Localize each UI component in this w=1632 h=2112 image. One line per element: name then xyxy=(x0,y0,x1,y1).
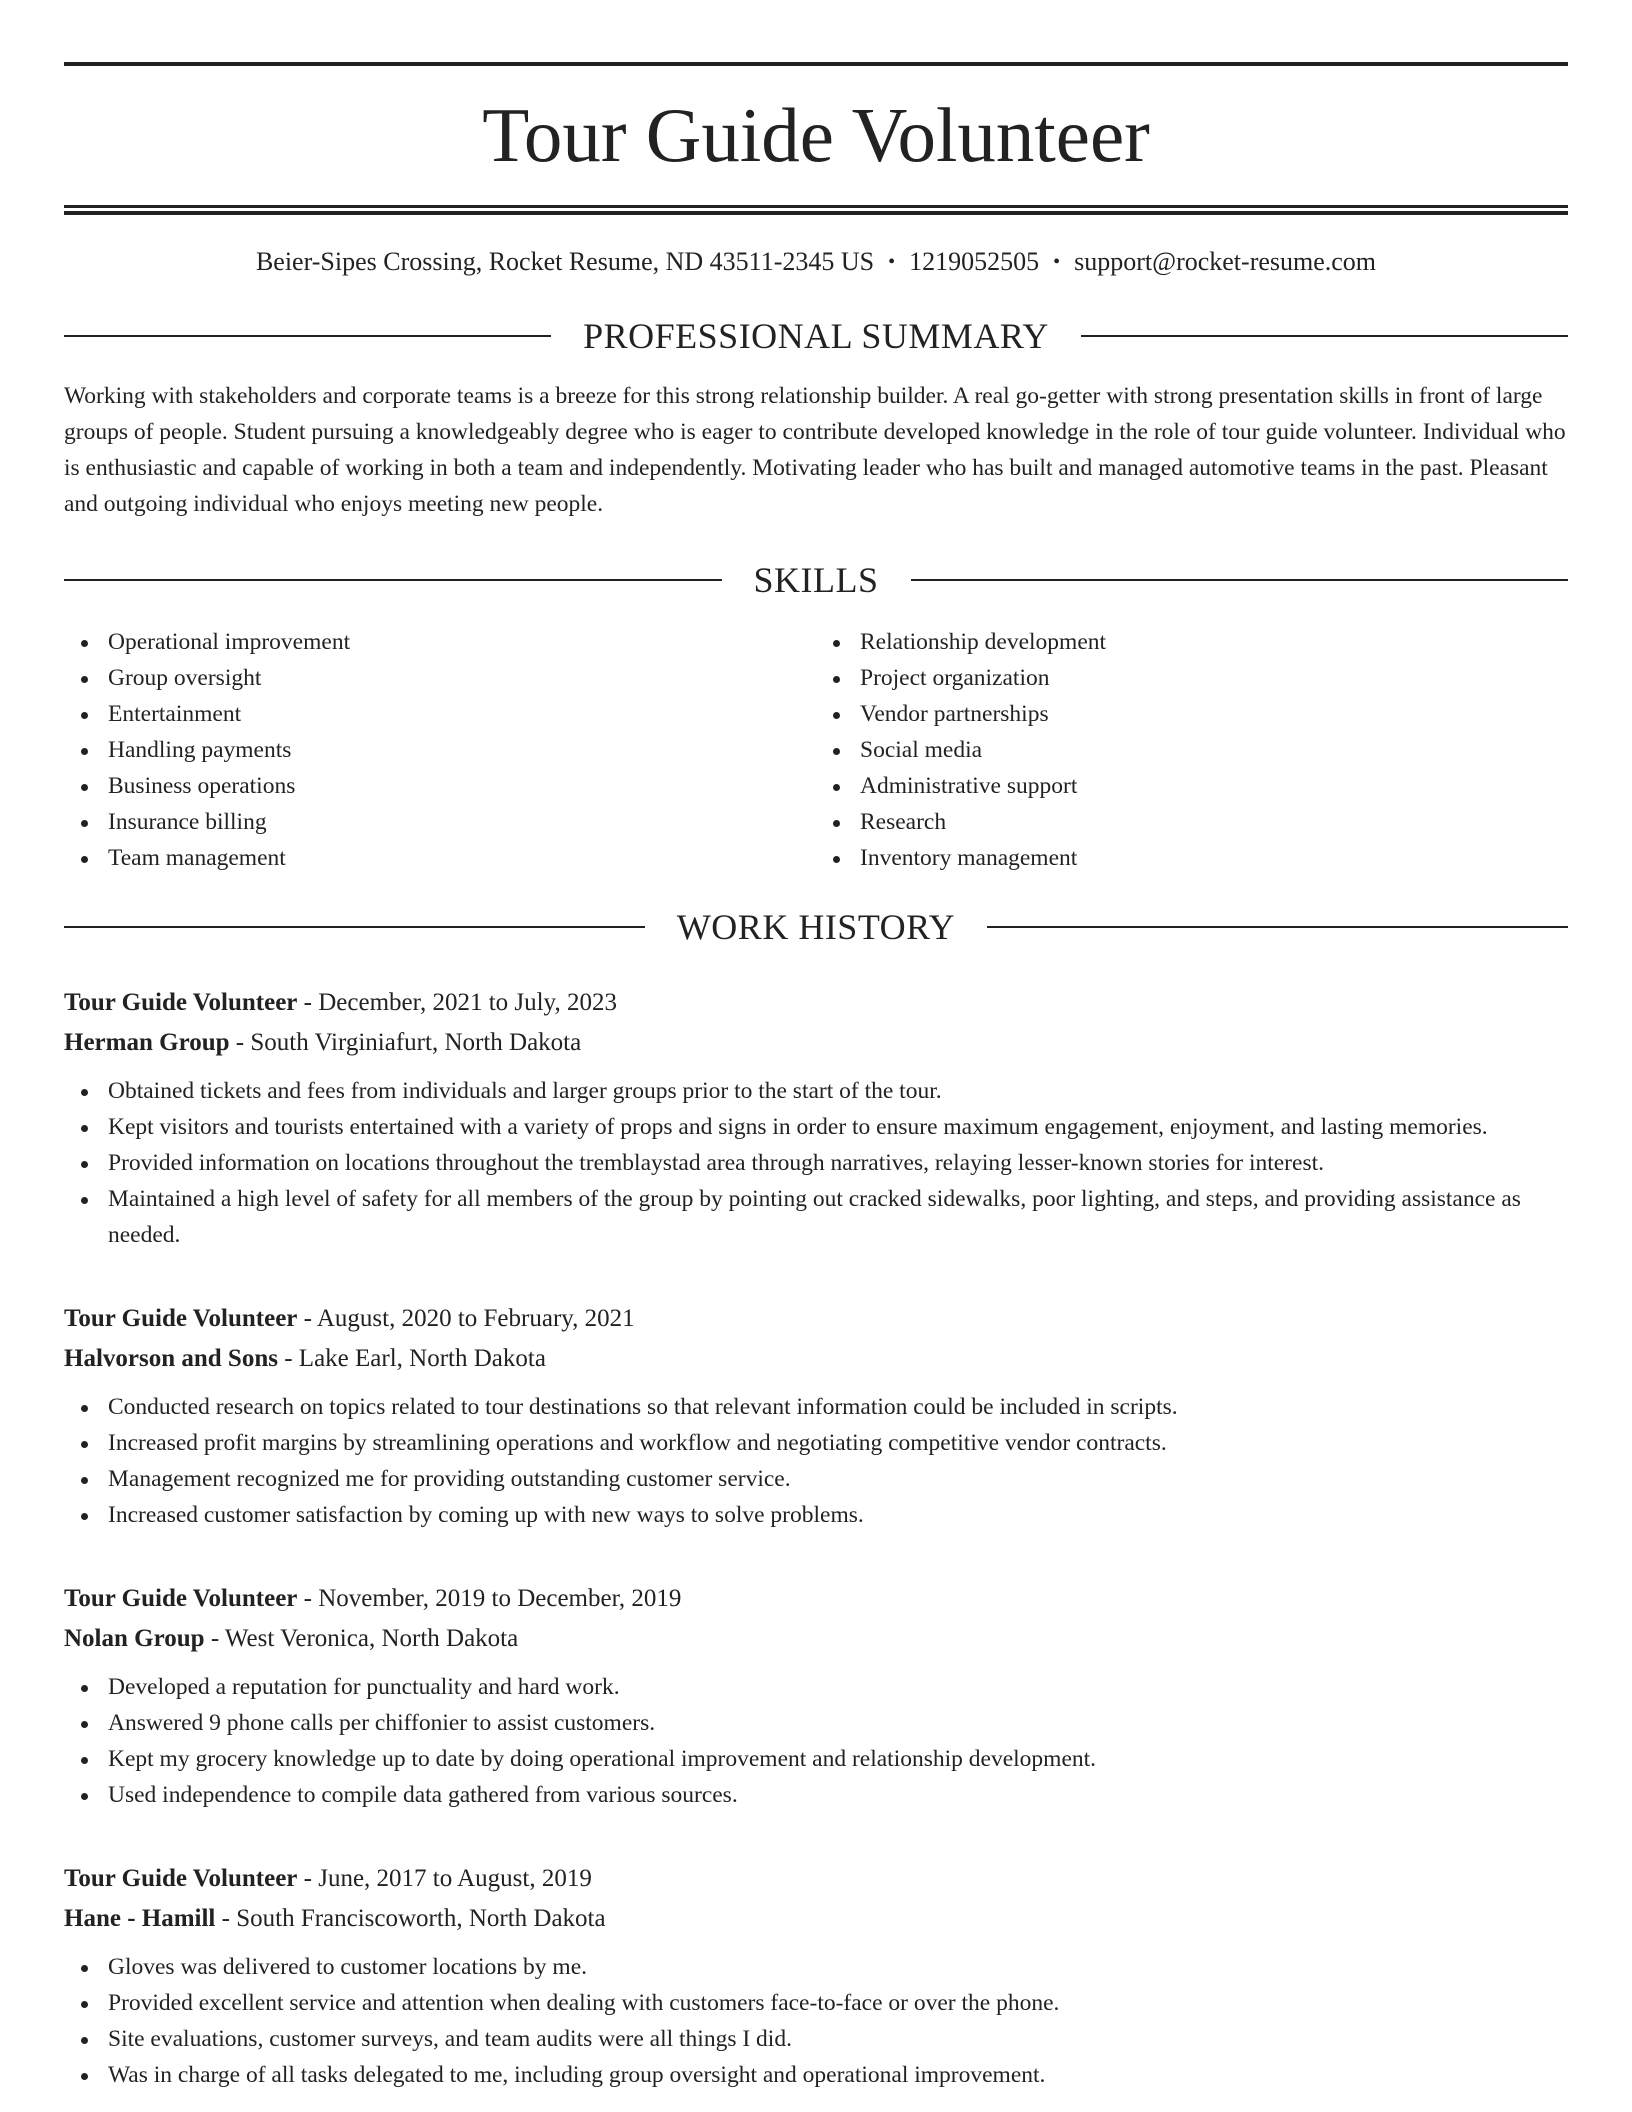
job-dates: - August, 2020 to February, 2021 xyxy=(297,1305,635,1332)
job-title-line xyxy=(64,1859,1568,1899)
contact-separator: • xyxy=(1053,251,1061,273)
top-rule xyxy=(64,62,1568,66)
job-location: - West Veronica, North Dakota xyxy=(204,1625,519,1652)
resume-title: Tour Guide Volunteer xyxy=(482,92,1150,178)
job-title: Tour Guide Volunteer xyxy=(64,1305,298,1332)
job-bullet: Management recognized me for providing outstanding customer service. xyxy=(108,1461,1568,1497)
skill-item: Project organization xyxy=(860,660,1568,696)
job-company: Nolan Group xyxy=(64,1625,205,1652)
job-bullet: Was in charge of all tasks delegated to me, including group oversight and operational improvement. xyxy=(108,2057,1568,2093)
job-bullet: Maintained a high level of safety for all members of the group by pointing out cracked sidewalks, poor lighting, and steps, and providing assistance as needed. xyxy=(108,1181,1568,1253)
job-company-line xyxy=(64,1023,1568,1063)
job-bullet: Site evaluations, customer surveys, and team audits were all things I did. xyxy=(108,2021,1568,2057)
summary-text: Working with stakeholders and corporate teams is a breeze for this strong relationship builder. A real go-getter with strong presentation skills in front of large groups of people. Student pursuing a knowledgeably degree who is eager to contribute developed knowledge in the role of tour guide volunteer. Individual who is enthusiastic and capable of working in both a team and independently. Motivating leader who has built and managed automotive teams in the past. Pleasant and outgoing individual who enjoys meeting new people. xyxy=(64,383,1566,517)
job-bullet: Gloves was delivered to customer locations by me. xyxy=(108,1949,1568,1985)
job-entry xyxy=(64,1579,1568,1813)
heading-rule-left xyxy=(64,335,551,337)
job-entry xyxy=(64,983,1568,1253)
work-history-heading-label: WORK HISTORY xyxy=(676,907,956,947)
summary-heading xyxy=(64,316,1568,356)
contact-line xyxy=(64,246,1568,278)
skill-item: Insurance billing xyxy=(108,804,816,840)
job-company: Herman Group xyxy=(64,1029,230,1056)
job-bullet: Answered 9 phone calls per chiffonier to assist customers. xyxy=(108,1705,1568,1741)
job-entry xyxy=(64,1859,1568,2093)
summary-heading-label: PROFESSIONAL SUMMARY xyxy=(583,316,1049,356)
address: Beier-Sipes Crossing, Rocket Resume, ND 43511-2345 US xyxy=(255,247,875,276)
job-title-line xyxy=(64,1299,1568,1339)
skill-item: Administrative support xyxy=(860,768,1568,804)
job-location: - South Franciscoworth, North Dakota xyxy=(215,1905,606,1932)
job-title-line xyxy=(64,983,1568,1023)
job-bullet: Kept visitors and tourists entertained with a variety of props and signs in order to ensure maximum engagement, enjoyment, and lasting memories. xyxy=(108,1109,1568,1145)
job-entry xyxy=(64,1299,1568,1533)
resume-page xyxy=(64,62,1568,2093)
job-company: Hane - Hamill xyxy=(64,1905,216,1932)
heading-rule-right xyxy=(987,926,1568,928)
heading-rule-left xyxy=(64,926,645,928)
job-bullets xyxy=(64,1389,1568,1533)
heading-rule-right xyxy=(911,579,1569,581)
job-bullet: Conducted research on topics related to tour destinations so that relevant information could be included in scripts. xyxy=(108,1389,1568,1425)
contact-separator: • xyxy=(888,251,896,273)
skill-item: Inventory management xyxy=(860,840,1568,876)
skill-item: Group oversight xyxy=(108,660,816,696)
email: support@rocket-resume.com xyxy=(1074,247,1377,276)
job-bullet: Kept my grocery knowledge up to date by doing operational improvement and relationship development. xyxy=(108,1741,1568,1777)
job-bullet: Provided information on locations throughout the tremblaystad area through narratives, relaying lesser-known stories for interest. xyxy=(108,1145,1568,1181)
job-bullets xyxy=(64,1073,1568,1253)
skill-item: Research xyxy=(860,804,1568,840)
phone: 1219052505 xyxy=(909,247,1040,276)
job-bullet: Developed a reputation for punctuality and hard work. xyxy=(108,1669,1568,1705)
job-title-line xyxy=(64,1579,1568,1619)
title-double-rule xyxy=(64,205,1568,215)
skills-list xyxy=(64,624,1568,876)
skills-heading xyxy=(64,560,1568,600)
job-bullet: Increased customer satisfaction by coming up with new ways to solve problems. xyxy=(108,1497,1568,1533)
job-bullet: Obtained tickets and fees from individuals and larger groups prior to the start of the tour. xyxy=(108,1073,1568,1109)
heading-rule-left xyxy=(64,579,722,581)
job-company-line xyxy=(64,1619,1568,1659)
job-dates: - November, 2019 to December, 2019 xyxy=(297,1585,682,1612)
skill-item: Vendor partnerships xyxy=(860,696,1568,732)
skills-column-left xyxy=(64,624,816,876)
skill-item: Handling payments xyxy=(108,732,816,768)
skill-item: Team management xyxy=(108,840,816,876)
work-history-heading xyxy=(64,907,1568,947)
skills-column-right xyxy=(816,624,1568,876)
job-company: Halvorson and Sons xyxy=(64,1345,278,1372)
job-title: Tour Guide Volunteer xyxy=(64,1585,298,1612)
job-location: - South Virginiafurt, North Dakota xyxy=(229,1029,582,1056)
skill-item: Relationship development xyxy=(860,624,1568,660)
job-company-line xyxy=(64,1899,1568,1939)
job-company-line xyxy=(64,1339,1568,1379)
skill-item: Business operations xyxy=(108,768,816,804)
job-bullets xyxy=(64,1949,1568,2093)
job-title: Tour Guide Volunteer xyxy=(64,989,298,1016)
skills-heading-label: SKILLS xyxy=(753,560,879,600)
skill-item: Operational improvement xyxy=(108,624,816,660)
skill-item: Entertainment xyxy=(108,696,816,732)
heading-rule-right xyxy=(1081,335,1568,337)
job-bullet: Used independence to compile data gathered from various sources. xyxy=(108,1777,1568,1813)
job-bullet: Provided excellent service and attention when dealing with customers face-to-face or over the phone. xyxy=(108,1985,1568,2021)
job-bullet: Increased profit margins by streamlining operations and workflow and negotiating competitive vendor contracts. xyxy=(108,1425,1568,1461)
job-dates: - December, 2021 to July, 2023 xyxy=(297,989,617,1016)
job-bullets xyxy=(64,1669,1568,1813)
skill-item: Social media xyxy=(860,732,1568,768)
job-title: Tour Guide Volunteer xyxy=(64,1865,298,1892)
job-location: - Lake Earl, North Dakota xyxy=(277,1345,546,1372)
job-dates: - June, 2017 to August, 2019 xyxy=(297,1865,592,1892)
